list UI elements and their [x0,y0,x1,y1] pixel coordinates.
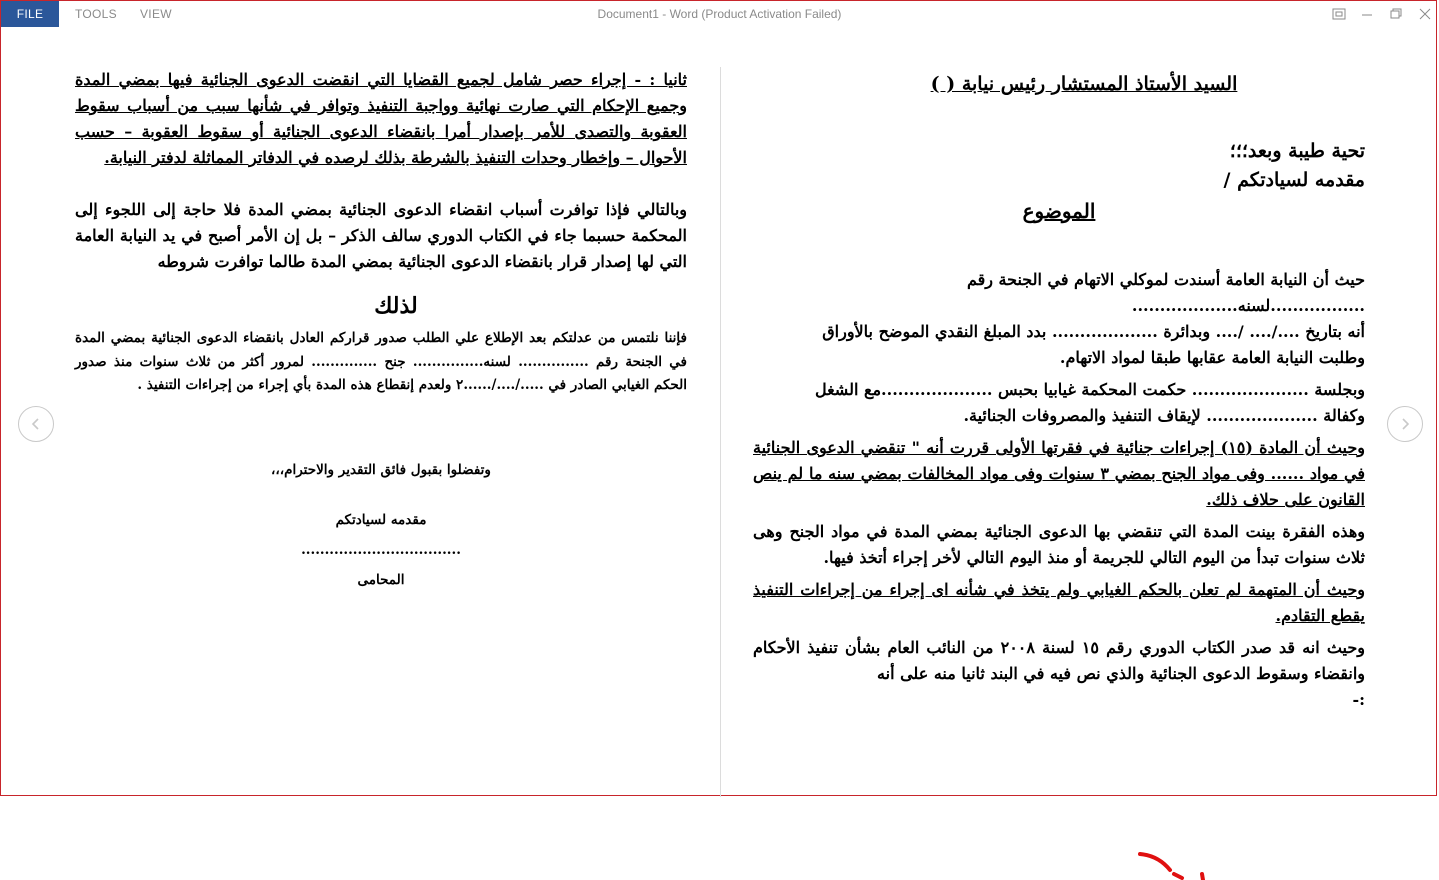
chevron-right-icon [1399,417,1411,431]
page-divider [720,67,721,797]
paragraph-text: وهذه الفقرة بينت المدة التي تنقضي بها الدعوى الجنائية بمضي المدة في مواد الجنح وهى ثلاث سنوات تبدأ من اليوم التالي للجريمة أو منذ اليوم التالي لأخر إجراء أتخذ فيها. [753,522,1365,567]
closing-line: وتفضلوا بقبول فائق التقدير والاحترام،،، [271,461,491,478]
paragraph-text: ثانيا : - إجراء حصر شامل لجميع القضايا التي انقضت الدعوى الجنائية فيها بمضي المدة وجميع الإحكام التي صارت نهائية وواجبة التنفيذ وتوافر في شأنها سبب من أسباب سقوط العقوبة والتصدى للأمر بإصدار أمرا بانقضاء الدعوى الجنائية أو سقوط العقوبة – حسب الأحوال – وإخطار وحدات التنفيذ بالشرطة بذلك لرصده في الدفاتر المماثلة لدفتر النيابة. [75,70,687,167]
window-title: Document1 - Word (Product Activation Failed) [597,7,842,21]
previous-page-button[interactable] [18,406,54,442]
paragraph-text: حيث أن النيابة العامة أسندت لموكلي الاتهام في الجنحة رقم [966,270,1365,289]
paragraph-text: وحيث انه قد صدر الكتاب الدوري رقم ١٥ لسنة ٢٠٠٨ من النائب العام بشأن تنفيذ الأحكام وانقضاء وسقوط الدعوى الجنائية والذي نص فيه في البند ثانيا منه على أنه [753,638,1365,683]
title-bar [1,1,1436,27]
document-page-right [753,73,1365,713]
paragraph-text: وحيث أن المادة (١٥) إجراءات جنائية في فقرتها الأولى قررت أنه " تنقضي الدعوى الجنائية في مواد ...... وفى مواد الجنح بمضي ٣ سنوات وفى مواد المخالفات بمضي سنه ما لم ينص القانون على حلاف ذلك. [753,438,1365,509]
conclusion-heading: لذلك [374,293,418,319]
menu-file[interactable]: FILE [1,1,59,27]
paragraph-text: .................لسنه................... [1131,296,1365,315]
paragraph-text: وبالتالي فإذا توافرت أسباب انقضاء الدعوى الجنائية بمضي المدة فلا حاجة إلى اللجوء إلى المحكمة حسبما جاء في الكتاب الدوري سالف الذكر – بل إن الأمر أصبح في يد النيابة العامة التي لها إصدار قرار بانقضاء الدعوى الجنائية بمضي المدة طالما توافرت شروطه [75,200,687,271]
paragraph-text: وطلبت النيابة العامة عقابها طبقا لمواد الاتهام. [1059,348,1365,367]
subject-heading: الموضوع [1022,199,1096,223]
signature-dots: .................................. [301,541,461,558]
menu-tools[interactable]: TOOLS [75,7,117,21]
greeting-line: تحية طيبة وبعد؛؛؛ [1229,140,1365,162]
paragraph-text: فإننا نلتمس من عدلتكم بعد الإطلاع علي الطلب صدور قراركم العادل بانقضاء الدعوى الجنائية بمضي المدة في الجنحة رقم ............... لسنه............... جنح .............. لمرور أكثر من ثلاث سنوات منذ صدور الحكم الغيابي الصادر في ...../..../......٢ ولعدم إنقطاع هذه المدة بأي إجراء من إجراءات التنفيذ . [75,330,687,393]
paragraph-text: وحيث أن المتهمة لم تعلن بالحكم الغيابي ولم يتخذ في شأنه اى إجراء من إجراءات التنفيذ يقطع التقادم. [753,580,1365,625]
document-page-left [75,67,687,588]
next-page-button[interactable] [1387,406,1423,442]
chevron-left-icon [30,417,42,431]
lawyer-label: المحامى [357,571,405,588]
addressee-line: السيد الأستاذ المستشار رئيس نيابة ( ) [930,73,1238,95]
paragraph-text: :- [1352,690,1365,709]
minimize-icon[interactable] [1357,4,1377,24]
paragraph-text: وكفالة .................... لإيقاف التنفيذ والمصروفات الجنائية. [963,406,1365,425]
menu-view[interactable]: VIEW [140,7,172,21]
ink-stroke-mark [1138,848,1218,880]
submitted-line: مقدمه لسيادتكم / [1223,169,1365,191]
restore-icon[interactable] [1386,4,1406,24]
submitted-line: مقدمه لسيادتكم [335,511,427,528]
close-icon[interactable] [1415,4,1435,24]
fullscreen-icon[interactable] [1329,4,1349,24]
paragraph-text: أنه بتاريخ ..../.... /.... وبدائرة ................... بدد المبلغ النقدي الموضح بالأوراق [822,322,1365,341]
paragraph-text: وبجلسة ..................... حكمت المحكمة غيابيا بحبس ....................مع الشغل [814,380,1365,399]
